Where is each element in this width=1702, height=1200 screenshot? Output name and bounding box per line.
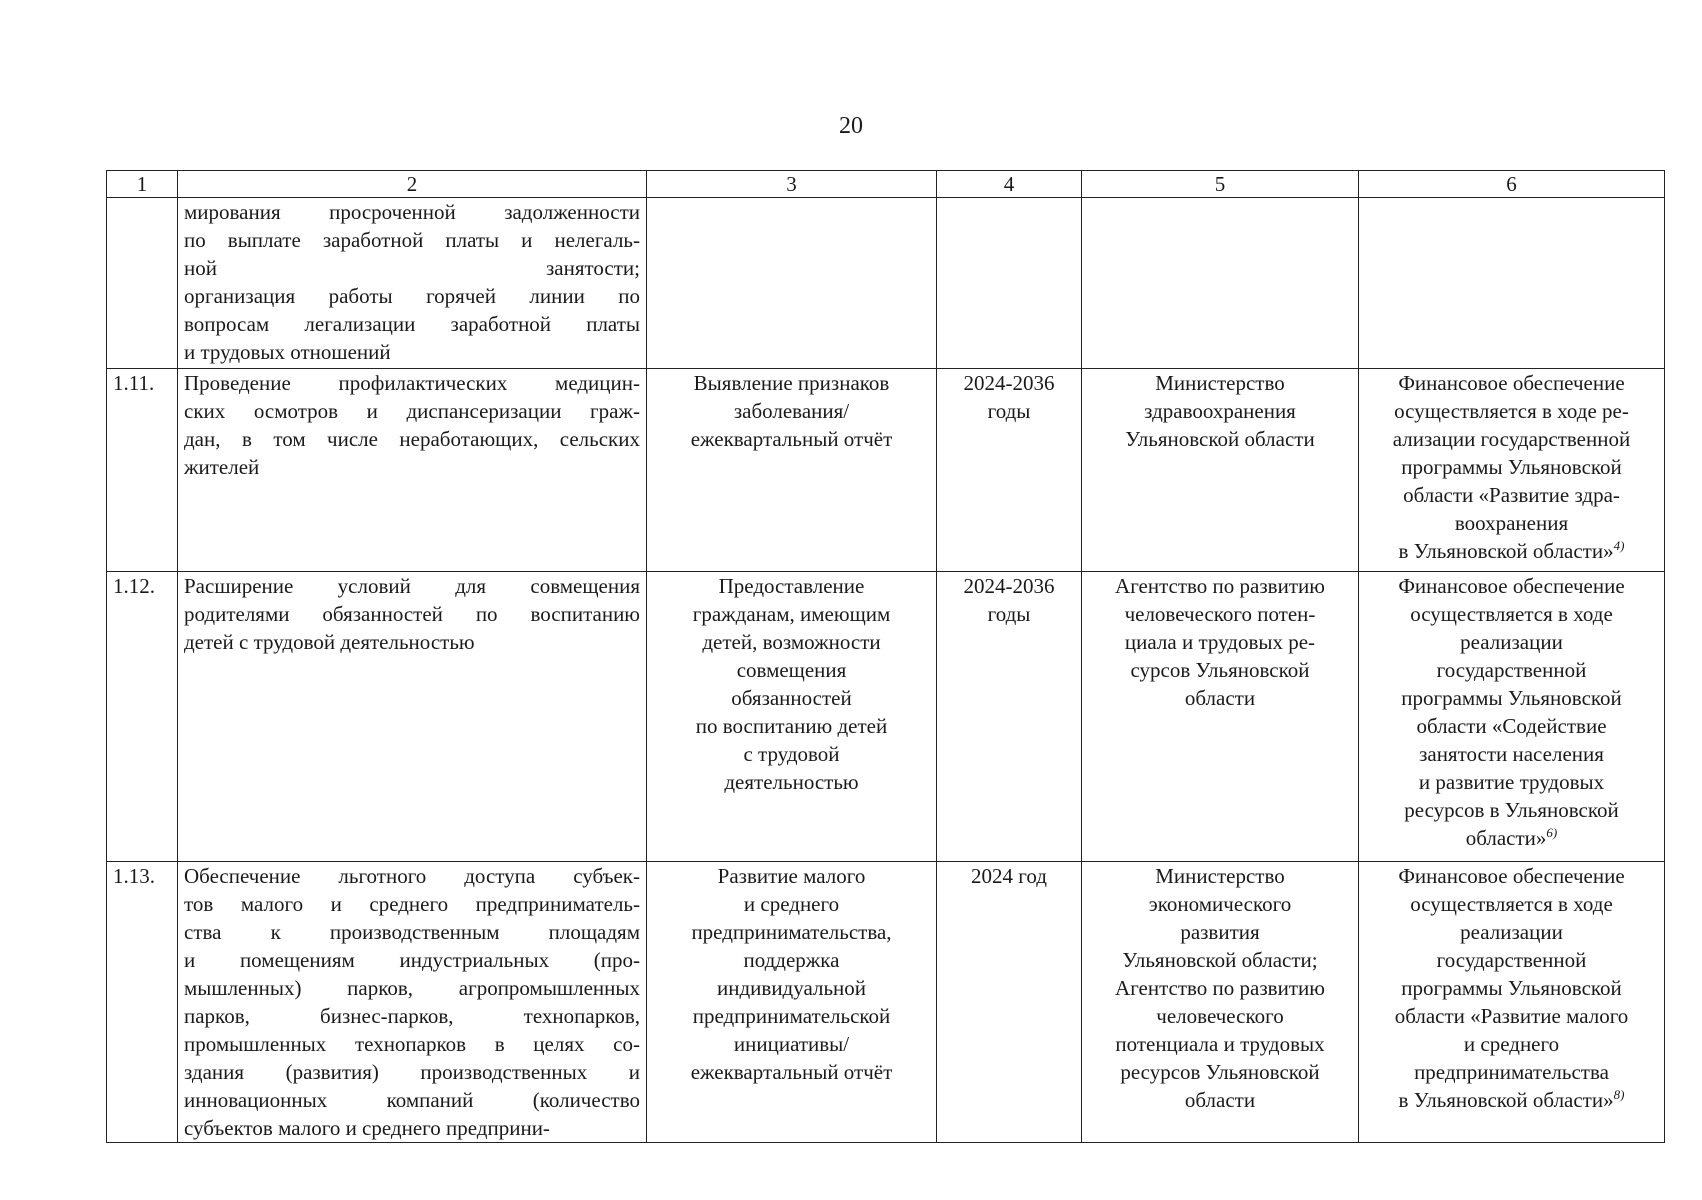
financing-source-line [1365, 712, 1658, 740]
expected-result-line [653, 946, 930, 974]
table-row [107, 198, 1665, 369]
column-header: 2 [178, 171, 647, 198]
expected-result-text: с трудовой [743, 742, 840, 766]
financing-source-text: области «Содействие [1416, 714, 1607, 738]
expected-result-text: заболевания/ [733, 399, 850, 423]
measure-description-line [184, 226, 640, 254]
financing-source-text: государственной [1436, 658, 1587, 682]
page-number: 20 [839, 113, 863, 139]
responsible-executor-line [1088, 1058, 1352, 1086]
financing-source [1359, 862, 1665, 1143]
financing-source-text: и среднего [1463, 1032, 1560, 1056]
column-header: 4 [937, 171, 1082, 198]
responsible-executor-text: Ульяновской области [1125, 427, 1315, 451]
expected-result-text: совмещения [736, 658, 847, 682]
responsible-executor-line [1088, 656, 1352, 684]
measure-description-line [184, 1002, 640, 1030]
row-number: 1.12. [107, 572, 178, 862]
responsible-executor-line [1088, 918, 1352, 946]
expected-result-text: Предоставление [718, 574, 865, 598]
financing-source [1359, 369, 1665, 572]
financing-source-line [1365, 1002, 1658, 1030]
expected-result [647, 862, 937, 1143]
measure-description-line [184, 282, 640, 310]
financing-source-text: в Ульяновской области» [1398, 1088, 1614, 1112]
financing-source-text: ресурсов в Ульяновской [1404, 798, 1619, 822]
expected-result-line [653, 1058, 930, 1086]
financing-source-line [1365, 1030, 1658, 1058]
measure-description-line [184, 1086, 640, 1114]
responsible-executor-line [1088, 974, 1352, 1002]
measures-table [106, 170, 1665, 1143]
responsible-executor [1082, 198, 1359, 369]
responsible-executor-line [1088, 1086, 1352, 1114]
measure-description-text: Обеспечение льготного доступа субъек- [184, 864, 640, 888]
financing-source-text: государственной [1436, 948, 1587, 972]
footnote-marker: 4) [1613, 538, 1625, 553]
financing-source-text: и развитие трудовых [1418, 770, 1605, 794]
financing-source-line [1365, 740, 1658, 768]
measure-description-line [184, 1114, 640, 1142]
measure-description-line [184, 254, 640, 282]
implementation-period-text: 2024-2036 [963, 371, 1055, 395]
expected-result-text: детей, возможности [702, 630, 881, 654]
expected-result-line [653, 1030, 930, 1058]
expected-result-line [653, 397, 930, 425]
financing-source-text: реализации [1460, 630, 1563, 654]
expected-result-text: предпринимательской [692, 1004, 891, 1028]
responsible-executor [1082, 862, 1359, 1143]
responsible-executor-line [1088, 684, 1352, 712]
responsible-executor-text: сурсов Ульяновской [1130, 658, 1310, 682]
financing-source-line [1365, 369, 1658, 397]
responsible-executor-text: циала и трудовых ре- [1124, 630, 1316, 654]
responsible-executor-text: экономического [1148, 892, 1292, 916]
financing-source [1359, 198, 1665, 369]
expected-result-text: предпринимательства, [691, 920, 892, 944]
measure-description-line [184, 600, 640, 628]
column-header: 1 [107, 171, 178, 198]
financing-source-line [1365, 572, 1658, 600]
expected-result-text: деятельностью [724, 770, 859, 794]
measure-description-text: и трудовых отношений [184, 340, 391, 364]
financing-source-line [1365, 824, 1658, 852]
measure-description-text: организация работы горячей линии по [184, 284, 640, 308]
measure-description-text: ной занятости; [184, 256, 640, 280]
responsible-executor-line [1088, 1030, 1352, 1058]
expected-result-text: индивидуальной [717, 976, 866, 1000]
table-row [107, 862, 1665, 1143]
measure-description-line [184, 369, 640, 397]
row-number: 1.13. [107, 862, 178, 1143]
expected-result-line [653, 369, 930, 397]
measure-description-text: дан, в том числе неработающих, сельских [184, 427, 640, 451]
financing-source-line [1365, 918, 1658, 946]
implementation-period-line [943, 397, 1075, 425]
financing-source-text: Финансовое обеспечение [1398, 574, 1625, 598]
responsible-executor-text: Министерство [1155, 864, 1285, 888]
financing-source [1359, 572, 1665, 862]
financing-source-text: осуществляется в ходе [1410, 602, 1613, 626]
responsible-executor-text: Ульяновской области; [1122, 948, 1318, 972]
expected-result-line [653, 572, 930, 600]
financing-source-line [1365, 656, 1658, 684]
financing-source-text: реализации [1460, 920, 1563, 944]
responsible-executor-text: потенциала и трудовых [1115, 1032, 1325, 1056]
implementation-period-line [943, 600, 1075, 628]
financing-source-line [1365, 425, 1658, 453]
responsible-executor-line [1088, 890, 1352, 918]
measure-description-line [184, 338, 640, 366]
responsible-executor-line [1088, 628, 1352, 656]
measure-description-line [184, 397, 640, 425]
measure-description-line [184, 1030, 640, 1058]
measure-description-line [184, 918, 640, 946]
responsible-executor [1082, 572, 1359, 862]
measure-description-text: жителей [184, 455, 260, 479]
financing-source-line [1365, 628, 1658, 656]
column-header: 6 [1359, 171, 1665, 198]
measure-description-text: мышленных) парков, агропромышленных [184, 976, 640, 1000]
measure-description-line [184, 572, 640, 600]
responsible-executor-line [1088, 1002, 1352, 1030]
measure-description-text: парков, бизнес-парков, технопарков, [184, 1004, 640, 1028]
expected-result-text: ежеквартальный отчёт [690, 1060, 893, 1084]
responsible-executor-text: ресурсов Ульяновской [1120, 1060, 1320, 1084]
column-number-row [107, 171, 1665, 198]
row-number: 1.11. [107, 369, 178, 572]
responsible-executor-text: человеческого [1156, 1004, 1284, 1028]
financing-source-text: воохранения [1454, 511, 1569, 535]
financing-source-line [1365, 684, 1658, 712]
measure-description-text: ских осмотров и диспансеризации граж- [184, 399, 640, 423]
financing-source-line [1365, 862, 1658, 890]
measure-description-text: вопросам легализации заработной платы [184, 312, 640, 336]
financing-source-line [1365, 890, 1658, 918]
responsible-executor-line [1088, 425, 1352, 453]
expected-result-line [653, 1002, 930, 1030]
financing-source-text: области «Развитие малого [1394, 1004, 1629, 1028]
column-header: 3 [647, 171, 937, 198]
financing-source-line [1365, 397, 1658, 425]
financing-source-text: программы Ульяновской [1401, 455, 1622, 479]
expected-result-text: Выявление признаков [693, 371, 890, 395]
implementation-period-line [943, 572, 1075, 600]
expected-result [647, 572, 937, 862]
responsible-executor-text: здравоохранения [1144, 399, 1296, 423]
financing-source-line [1365, 946, 1658, 974]
expected-result-line [653, 656, 930, 684]
implementation-period-text: годы [987, 602, 1031, 626]
footnote-marker: 8) [1613, 1087, 1625, 1102]
financing-source-text: программы Ульяновской [1401, 686, 1622, 710]
expected-result-line [653, 918, 930, 946]
financing-source-line [1365, 974, 1658, 1002]
responsible-executor-line [1088, 862, 1352, 890]
responsible-executor-text: Министерство [1155, 371, 1285, 395]
footnote-marker: 6) [1546, 825, 1558, 840]
measure-description-text: родителями обязанностей по воспитанию [184, 602, 640, 626]
expected-result-text: ежеквартальный отчёт [690, 427, 893, 451]
financing-source-line [1365, 537, 1658, 565]
measure-description-line [184, 946, 640, 974]
measure-description-text: детей с трудовой деятельностью [184, 630, 475, 654]
responsible-executor-line [1088, 369, 1352, 397]
implementation-period-text: годы [987, 399, 1031, 423]
financing-source-line [1365, 768, 1658, 796]
financing-source-text: ализации государственной [1392, 427, 1631, 451]
implementation-period-text: 2024-2036 [963, 574, 1055, 598]
measure-description-line [184, 974, 640, 1002]
financing-source-text: Финансовое обеспечение [1398, 864, 1625, 888]
table-row [107, 369, 1665, 572]
measure-description-text: ства к производственным площадям [184, 920, 640, 944]
responsible-executor [1082, 369, 1359, 572]
financing-source-line [1365, 453, 1658, 481]
measure-description-text: промышленных технопарков в целях со- [184, 1032, 640, 1056]
measure-description-line [184, 310, 640, 338]
expected-result-line [653, 740, 930, 768]
measure-description-text: Расширение условий для совмещения [184, 574, 640, 598]
measure-description [178, 369, 647, 572]
row-number [107, 198, 178, 369]
measure-description-text: тов малого и среднего предприниматель- [184, 892, 640, 916]
measure-description-text: субъектов малого и среднего предприни- [184, 1116, 550, 1140]
implementation-period-line [943, 369, 1075, 397]
financing-source-line [1365, 481, 1658, 509]
expected-result-line [653, 862, 930, 890]
responsible-executor-text: Агентство по развитию [1115, 574, 1325, 598]
expected-result-text: и среднего [743, 892, 840, 916]
financing-source-line [1365, 509, 1658, 537]
responsible-executor-text: Агентство по развитию [1115, 976, 1325, 1000]
measure-description-line [184, 890, 640, 918]
expected-result-text: Развитие малого [717, 864, 866, 888]
measure-description-text: здания (развития) производственных и [184, 1060, 640, 1084]
expected-result [647, 369, 937, 572]
expected-result-line [653, 890, 930, 918]
measure-description-line [184, 198, 640, 226]
expected-result-text: инициативы/ [733, 1032, 850, 1056]
measure-description [178, 572, 647, 862]
responsible-executor-text: области [1184, 1088, 1256, 1112]
responsible-executor-line [1088, 946, 1352, 974]
column-header: 5 [1082, 171, 1359, 198]
financing-source-text: Финансовое обеспечение [1398, 371, 1625, 395]
implementation-period [937, 862, 1082, 1143]
table-row [107, 572, 1665, 862]
expected-result-line [653, 600, 930, 628]
responsible-executor-line [1088, 397, 1352, 425]
financing-source-line [1365, 1086, 1658, 1114]
implementation-period-text: 2024 год [971, 864, 1047, 888]
responsible-executor-text: области [1184, 686, 1256, 710]
expected-result-line [653, 768, 930, 796]
financing-source-text: области» [1465, 826, 1547, 850]
measure-description-text: инновационных компаний (количество [184, 1088, 640, 1112]
measure-description-text: мирования просроченной задолженности [184, 200, 640, 224]
financing-source-text: занятости населения [1419, 742, 1604, 766]
measure-description-line [184, 425, 640, 453]
responsible-executor-text: человеческого потен- [1124, 602, 1316, 626]
implementation-period [937, 369, 1082, 572]
expected-result-text: гражданам, имеющим [692, 602, 891, 626]
measure-description-text: по выплате заработной платы и нелегаль- [184, 228, 640, 252]
responsible-executor-line [1088, 572, 1352, 600]
financing-source-text: предпринимательства [1414, 1060, 1609, 1084]
expected-result-text: обязанностей [731, 686, 852, 710]
expected-result [647, 198, 937, 369]
measure-description-text: Проведение профилактических медицин- [184, 371, 640, 395]
implementation-period [937, 198, 1082, 369]
financing-source-line [1365, 600, 1658, 628]
financing-source-text: осуществляется в ходе ре- [1394, 399, 1629, 423]
financing-source-text: осуществляется в ходе [1410, 892, 1613, 916]
measure-description-line [184, 862, 640, 890]
responsible-executor-text: развития [1180, 920, 1260, 944]
measure-description-line [184, 628, 640, 656]
implementation-period-line [943, 862, 1075, 890]
expected-result-text: по воспитанию детей [695, 714, 888, 738]
financing-source-text: программы Ульяновской [1401, 976, 1622, 1000]
financing-source-line [1365, 796, 1658, 824]
measure-description-line [184, 1058, 640, 1086]
measure-description-text: и помещениям индустриальных (про- [184, 948, 640, 972]
financing-source-text: области «Развитие здра- [1403, 483, 1620, 507]
expected-result-line [653, 628, 930, 656]
responsible-executor-line [1088, 600, 1352, 628]
measure-description [178, 198, 647, 369]
expected-result-line [653, 684, 930, 712]
expected-result-line [653, 425, 930, 453]
financing-source-line [1365, 1058, 1658, 1086]
measure-description [178, 862, 647, 1143]
financing-source-text: в Ульяновской области» [1398, 539, 1614, 563]
expected-result-line [653, 712, 930, 740]
expected-result-line [653, 974, 930, 1002]
expected-result-text: поддержка [743, 948, 840, 972]
implementation-period [937, 572, 1082, 862]
measure-description-line [184, 453, 640, 481]
